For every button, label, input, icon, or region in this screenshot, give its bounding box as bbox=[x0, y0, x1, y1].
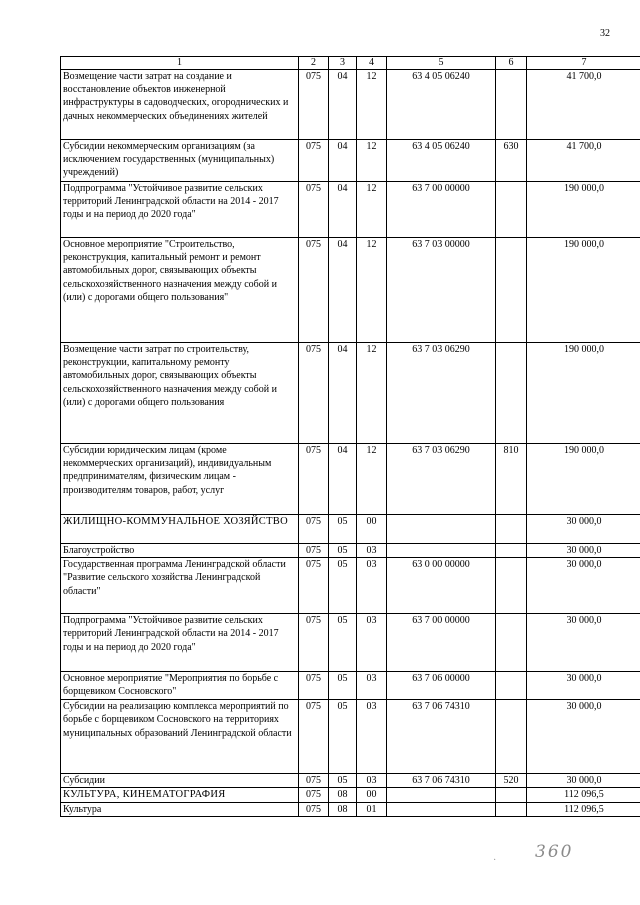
row-expense-type bbox=[496, 70, 527, 140]
row-amount: 190 000,0 bbox=[527, 182, 640, 238]
row-target-code bbox=[387, 544, 496, 558]
row-expense-type: 630 bbox=[496, 140, 527, 182]
row-name: Возмещение части затрат на создание и восстановление объектов инженерной инфраструктуры в садоводческих, огороднических и дачных некоммерческих объединениях жителей bbox=[61, 70, 299, 140]
row-subsection: 12 bbox=[357, 70, 387, 140]
header-col-4: 4 bbox=[357, 57, 387, 70]
row-amount: 41 700,0 bbox=[527, 70, 640, 140]
row-section: 04 bbox=[329, 182, 357, 238]
row-amount: 190 000,0 bbox=[527, 444, 640, 515]
table-row bbox=[61, 140, 640, 182]
row-target-code bbox=[387, 515, 496, 544]
row-name: Подпрограмма "Устойчивое развитие сельских территорий Ленинградской области на 2014 - 2017 годы и на период до 2020 года" bbox=[61, 614, 299, 672]
table-row bbox=[61, 788, 640, 803]
row-amount: 190 000,0 bbox=[527, 238, 640, 343]
row-name: Благоустройство bbox=[61, 544, 299, 558]
row-code-admin: 075 bbox=[299, 140, 329, 182]
row-expense-type bbox=[496, 544, 527, 558]
row-section: 05 bbox=[329, 614, 357, 672]
row-target-code: 63 7 06 74310 bbox=[387, 774, 496, 788]
table-row bbox=[61, 614, 640, 672]
row-target-code: 63 4 05 06240 bbox=[387, 70, 496, 140]
row-subsection: 03 bbox=[357, 558, 387, 614]
handwritten-page-mark: 360 bbox=[535, 842, 574, 862]
row-subsection: 01 bbox=[357, 803, 387, 817]
row-expense-type bbox=[496, 343, 527, 444]
header-col-2: 2 bbox=[299, 57, 329, 70]
row-amount: 112 096,5 bbox=[527, 788, 640, 803]
row-subsection: 03 bbox=[357, 614, 387, 672]
row-name: Субсидии некоммерческим организациям (за исключением государственных (муниципальных) учреждений) bbox=[61, 140, 299, 182]
row-expense-type bbox=[496, 238, 527, 343]
row-subsection: 00 bbox=[357, 788, 387, 803]
table-row bbox=[61, 515, 640, 544]
row-section: 04 bbox=[329, 238, 357, 343]
row-target-code: 63 7 03 06290 bbox=[387, 343, 496, 444]
table-row bbox=[61, 444, 640, 515]
row-code-admin: 075 bbox=[299, 614, 329, 672]
row-section: 05 bbox=[329, 544, 357, 558]
row-name: Субсидии на реализацию комплекса мероприятий по борьбе с борщевиком Сосновского на территориях муниципальных образований Ленинградской области bbox=[61, 700, 299, 774]
row-amount: 30 000,0 bbox=[527, 558, 640, 614]
row-name: ЖИЛИЩНО-КОММУНАЛЬНОЕ ХОЗЯЙСТВО bbox=[61, 515, 299, 544]
row-expense-type bbox=[496, 803, 527, 817]
row-section: 05 bbox=[329, 774, 357, 788]
row-code-admin: 075 bbox=[299, 774, 329, 788]
table-header-row bbox=[61, 57, 640, 70]
row-expense-type bbox=[496, 558, 527, 614]
row-name: Государственная программа Ленинградской области "Развитие сельского хозяйства Ленинградской области" bbox=[61, 558, 299, 614]
row-amount: 30 000,0 bbox=[527, 614, 640, 672]
row-subsection: 12 bbox=[357, 343, 387, 444]
row-target-code: 63 7 00 00000 bbox=[387, 614, 496, 672]
row-code-admin: 075 bbox=[299, 70, 329, 140]
row-code-admin: 075 bbox=[299, 803, 329, 817]
header-col-3: 3 bbox=[329, 57, 357, 70]
row-expense-type bbox=[496, 700, 527, 774]
row-expense-type bbox=[496, 788, 527, 803]
row-subsection: 03 bbox=[357, 774, 387, 788]
row-target-code: 63 7 06 00000 bbox=[387, 672, 496, 700]
row-amount: 30 000,0 bbox=[527, 544, 640, 558]
tick-mark: · bbox=[493, 855, 497, 866]
row-expense-type bbox=[496, 182, 527, 238]
table-row bbox=[61, 182, 640, 238]
row-name: Субсидии bbox=[61, 774, 299, 788]
row-amount: 41 700,0 bbox=[527, 140, 640, 182]
row-target-code bbox=[387, 803, 496, 817]
header-col-1: 1 bbox=[61, 57, 299, 70]
row-amount: 190 000,0 bbox=[527, 343, 640, 444]
row-code-admin: 075 bbox=[299, 700, 329, 774]
budget-table bbox=[60, 56, 640, 817]
row-code-admin: 075 bbox=[299, 788, 329, 803]
row-code-admin: 075 bbox=[299, 515, 329, 544]
row-subsection: 12 bbox=[357, 182, 387, 238]
header-col-6: 6 bbox=[496, 57, 527, 70]
row-name: Подпрограмма "Устойчивое развитие сельских территорий Ленинградской области на 2014 - 2017 годы и на период до 2020 года" bbox=[61, 182, 299, 238]
row-name: Основное мероприятие "Строительство, реконструкция, капитальный ремонт и ремонт автомобильных дорог, связывающих объекты сельскохозяйственного назначения между собой и (или) с дорогами общего пользования" bbox=[61, 238, 299, 343]
row-subsection: 12 bbox=[357, 238, 387, 343]
row-target-code: 63 7 00 00000 bbox=[387, 182, 496, 238]
row-subsection: 03 bbox=[357, 700, 387, 774]
table-row bbox=[61, 672, 640, 700]
row-amount: 30 000,0 bbox=[527, 515, 640, 544]
row-target-code: 63 7 03 00000 bbox=[387, 238, 496, 343]
row-expense-type bbox=[496, 515, 527, 544]
header-col-5: 5 bbox=[387, 57, 496, 70]
row-target-code: 63 4 05 06240 bbox=[387, 140, 496, 182]
row-section: 04 bbox=[329, 343, 357, 444]
row-section: 05 bbox=[329, 700, 357, 774]
table-row bbox=[61, 700, 640, 774]
row-code-admin: 075 bbox=[299, 544, 329, 558]
row-section: 04 bbox=[329, 70, 357, 140]
row-code-admin: 075 bbox=[299, 558, 329, 614]
table-row bbox=[61, 558, 640, 614]
row-section: 04 bbox=[329, 444, 357, 515]
row-amount: 30 000,0 bbox=[527, 700, 640, 774]
table-row bbox=[61, 774, 640, 788]
row-code-admin: 075 bbox=[299, 238, 329, 343]
row-subsection: 03 bbox=[357, 672, 387, 700]
row-name: Субсидии юридическим лицам (кроме некоммерческих организаций), индивидуальным предпринимателям, физическим лицам - производителям товаров, работ, услуг bbox=[61, 444, 299, 515]
row-target-code: 63 7 06 74310 bbox=[387, 700, 496, 774]
row-subsection: 03 bbox=[357, 544, 387, 558]
row-expense-type bbox=[496, 614, 527, 672]
row-subsection: 00 bbox=[357, 515, 387, 544]
row-name: Культура bbox=[61, 803, 299, 817]
row-expense-type: 810 bbox=[496, 444, 527, 515]
row-section: 05 bbox=[329, 558, 357, 614]
row-amount: 30 000,0 bbox=[527, 774, 640, 788]
table-row bbox=[61, 70, 640, 140]
row-expense-type: 520 bbox=[496, 774, 527, 788]
row-amount: 112 096,5 bbox=[527, 803, 640, 817]
row-section: 08 bbox=[329, 803, 357, 817]
table-row bbox=[61, 544, 640, 558]
page-number: 32 bbox=[600, 28, 610, 39]
row-subsection: 12 bbox=[357, 444, 387, 515]
row-expense-type bbox=[496, 672, 527, 700]
row-code-admin: 075 bbox=[299, 444, 329, 515]
row-subsection: 12 bbox=[357, 140, 387, 182]
row-code-admin: 075 bbox=[299, 182, 329, 238]
table-row bbox=[61, 803, 640, 817]
row-target-code: 63 7 03 06290 bbox=[387, 444, 496, 515]
row-section: 05 bbox=[329, 672, 357, 700]
row-target-code bbox=[387, 788, 496, 803]
row-section: 05 bbox=[329, 515, 357, 544]
header-col-7: 7 bbox=[527, 57, 640, 70]
row-amount: 30 000,0 bbox=[527, 672, 640, 700]
row-name: Основное мероприятие "Мероприятия по борьбе с борщевиком Сосновского" bbox=[61, 672, 299, 700]
table-row bbox=[61, 238, 640, 343]
row-name: КУЛЬТУРА, КИНЕМАТОГРАФИЯ bbox=[61, 788, 299, 803]
row-code-admin: 075 bbox=[299, 343, 329, 444]
table-row bbox=[61, 343, 640, 444]
row-target-code: 63 0 00 00000 bbox=[387, 558, 496, 614]
row-code-admin: 075 bbox=[299, 672, 329, 700]
row-section: 08 bbox=[329, 788, 357, 803]
row-name: Возмещение части затрат по строительству, реконструкции, капитальному ремонту автомобильных дорог, связывающих объекты сельскохозяйственного назначения между собой и (или) с дорогами общего пользования bbox=[61, 343, 299, 444]
row-section: 04 bbox=[329, 140, 357, 182]
